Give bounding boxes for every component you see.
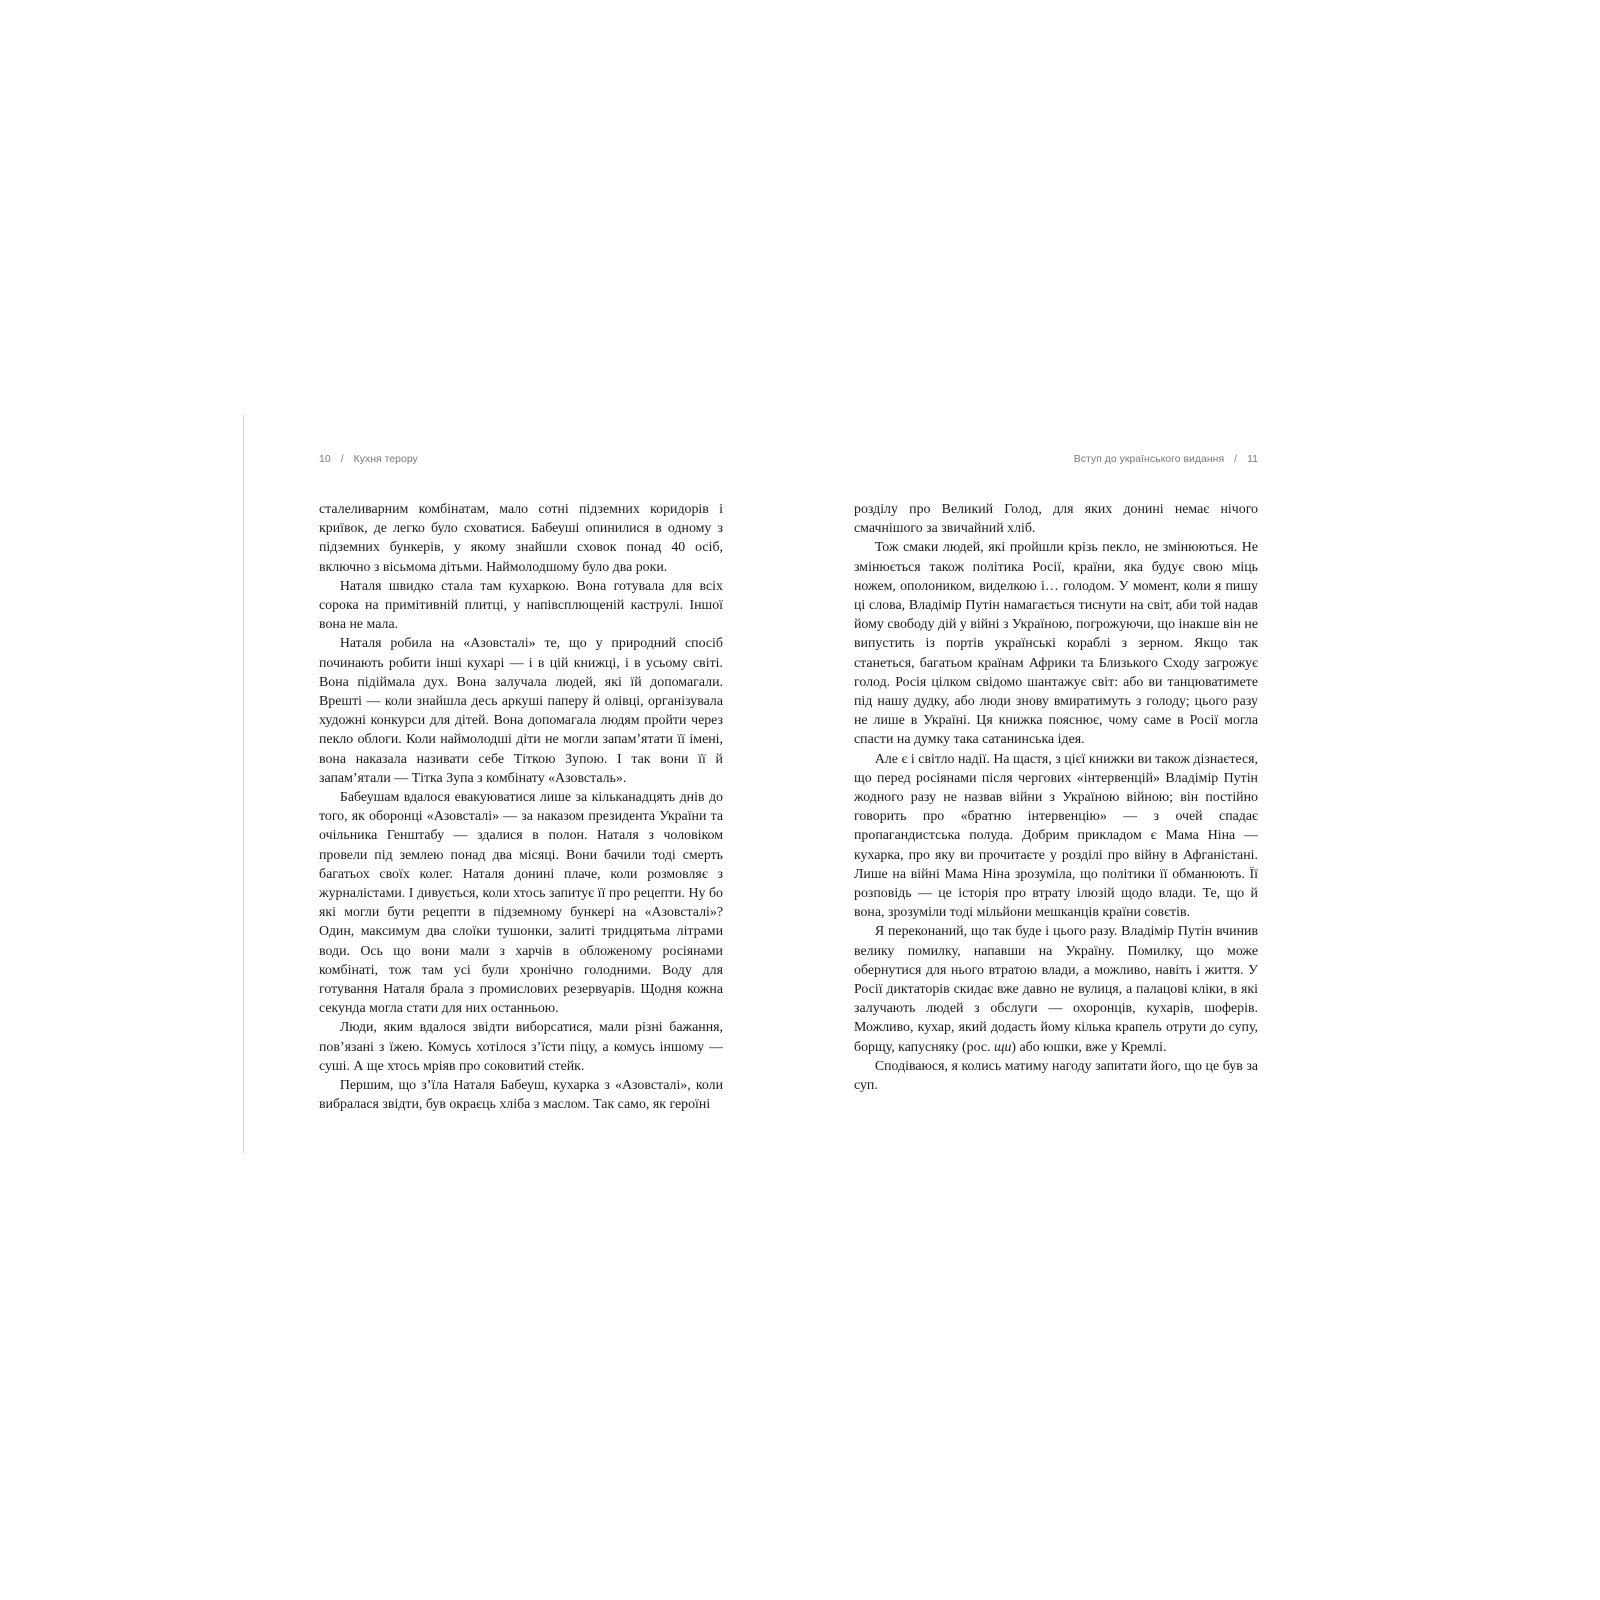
body-text-right	[854, 500, 1258, 1095]
paragraph: Сподіваюся, я колись матиму нагоду запитати його, що це був за суп.	[854, 1058, 1258, 1094]
paragraph: Першим, що з’їла Наталя Бабеуш, кухарка з «Азовсталі», коли вибралася звідти, був окраєць хліба з маслом. Так само, як героїні	[319, 1078, 723, 1113]
paragraph: Люди, яким вдалося звідти виборсатися, мали різні бажання, пов’язані з їжею. Комусь хотілося з’їсти піцу, а комусь іншому — суші. А ще хтось мріяв про соковитий стейк.	[319, 1020, 723, 1074]
page-gutter-line	[243, 415, 244, 1153]
paragraph: розділу про Великий Голод, для яких донині немає нічого смачнішого за звичайний хліб.	[854, 502, 1258, 537]
right-page	[854, 452, 1258, 1095]
paragraph: Наталя робила на «Азовсталі» те, що у природний спосіб починають робити інші кухарі — і в цій книжці, і в усьому світі. Вона підіймала дух. Вона залучала людей, які їй допомагали. Врешті — коли знайшла десь аркуші паперу й олівці, організувала художні конкурси для дітей. Вона допомагала людям пройти через пекло облоги. Коли наймолодші діти не могли запам’ятати її імені, вона наказала називати себе Тіткою Зупою. І так вони її й запам’ятали — Тітка Зупа з комбінату «Азовсталь».	[319, 636, 723, 786]
header-separator: /	[340, 453, 344, 465]
page-number: 10	[319, 453, 331, 465]
paragraph: Тож смаки людей, які пройшли крізь пекло, не змінюються. Не змінюється також політика Росії, країни, яка будує свою міць ножем, ополоником, виделкою і… голодом. У момент, коли я пишу ці слова, Владімір Путін намагається тиснути на світ, аби той надав йому свободу дій у війні з Україною, погрожуючи, що інакше він не випустить із портів українські кораблі з зерном. Якщо так станеться, багатьом країнам Африки та Близького Сходу загрожує голод. Росія цілком свідомо шантажує світ: або ви танцюватимете під нашу дудку, або люди знову вмиратимуть з голоду; цього разу не лише в Україні. Ця книжка пояснює, чому саме в Росії могла спасти на думку така сатанинська ідея.	[854, 540, 1258, 748]
italic-text: щи	[993, 1039, 1012, 1055]
left-page	[319, 452, 723, 1115]
running-title: Кухня терору	[353, 453, 418, 465]
paragraph: сталеливарним комбінатам, мало сотні підземних коридорів і криївок, де легко було сховатися. Бабеуші опинилися в одному з підземних бункерів, у якому знайшли сховок понад 40 осіб, включно з вісьмома дітьми. Наймолодшому було два роки.	[319, 502, 723, 575]
paragraph: Наталя швидко стала там кухаркою. Вона готувала для всіх сорока на примітивній плитці, у напівсплющеній каструлі. Іншої вона не мала.	[319, 578, 723, 633]
running-header-right	[854, 452, 1258, 472]
page-number: 11	[1247, 453, 1258, 465]
paragraph: Бабеушам вдалося евакуюватися лише за кільканадцять днів до того, як оборонці «Азовсталі» — за наказом президента України та очільника Генштабу — здалися в полон. Наталя з чоловіком провели під землею понад два місяці. Вони бачили тоді смерть багатьох своїх колег. Наталя донині плаче, коли розмовляє з журналістами. І дивується, коли хтось запитує її про рецепти. Ну бо які могли бути рецепти в підземному бункері на «Азовсталі»? Один, максимум два слоїки тушонки, залиті тридцятьма літрами води. Ось що вони мали з харчів в обложеному росіянами комбінаті, тож там усі були хронічно голодними. Воду для готування Наталя брала з промислових резервуарів. Щодня кожна секунда могла стати для них останньою.	[319, 790, 723, 1017]
paragraph	[854, 922, 1258, 1056]
text-run: Я переконаний, що так буде і цього разу. Владімір Путін вчинив велику помилку, напавши на Україну. Помилку, що може обернутися для нього втратою влади, а можливо, навіть і життя. У Росії диктаторів скидає вже давно не вулиця, а палацові кліки, в які залучають людей з обслуги — охоронців, кухарів, шоферів. Можливо, кухар, який додасть йому кілька крапель отрути до супу, борщу, капусняку (рос.	[854, 924, 1258, 1055]
running-header-left	[319, 452, 723, 472]
body-text-left	[319, 500, 723, 1115]
paragraph: Але є і світло надії. На щастя, з цієї книжки ви також дізнаєтеся, що перед росіянами після чергових «інтервенцій» Владімір Путін жодного разу не назвав війни з Україною війною; він постійно говорить про «братню інтервенцію» — з очей спадає пропагандистська полуда. Добрим прикладом є Мама Ніна — кухарка, про яку ви прочитаєте у розділі про війну в Афганістані. Лише на війні Мама Ніна зрозуміла, що політики її обманюють. Її розповідь — це історія про втрату ілюзій щодо влади. Те, що й вона, зрозуміли тоді мільйони мешканців країни совєтів.	[854, 751, 1258, 921]
header-separator: /	[1234, 453, 1238, 465]
running-title: Вступ до українського видання	[1073, 453, 1225, 465]
text-run: ) або юшки, вже у Кремлі.	[1011, 1039, 1167, 1055]
